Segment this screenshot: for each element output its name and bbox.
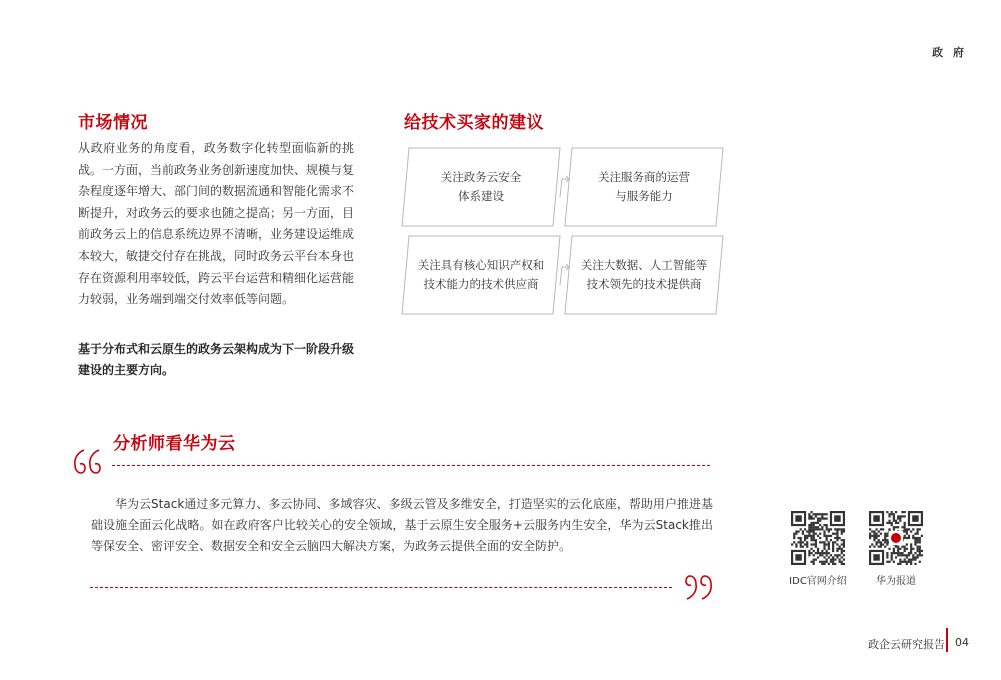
qr-label: 华为报道 — [876, 576, 916, 587]
qr-code-icon[interactable] — [791, 511, 845, 565]
divider-top — [112, 465, 710, 466]
close-quote-icon — [684, 573, 714, 601]
advice-card-text — [406, 256, 556, 294]
advice-card-2 — [564, 147, 724, 227]
advice-card-3 — [401, 235, 561, 315]
market-conclusion: 基于分布式和云原生的政务云架构成为下一阶段升级建设的主要方向。 — [78, 342, 355, 377]
advice-card-line: 关注服务商的运营 — [598, 170, 690, 184]
connector-arrow-icon — [558, 263, 572, 287]
advice-card-text — [406, 168, 556, 206]
divider-bottom — [90, 587, 672, 588]
market-title: 市场情况 — [78, 113, 148, 133]
advice-grid — [398, 143, 738, 319]
analyst-quote: 华为云Stack通过多元算力、多云协同、多域容灾、多级云管及多维安全，打造坚实的云化底座，帮助用户推进基础设施全面云化战略。如在政府客户比较关心的安全领域，基于云原生安全服务+云服务内生安全，华为云Stack推出等保安全、密评安全、数据安全和安全云脑四大解决方案，为政务云提供全面的安全防护。 — [91, 497, 713, 553]
advice-card-line: 技术领先的技术提供商 — [586, 277, 702, 291]
footer-divider — [946, 628, 948, 652]
open-quote-icon — [72, 448, 102, 476]
advice-card-4 — [564, 235, 724, 315]
advice-card-line: 技术能力的技术供应商 — [423, 277, 539, 291]
advice-card-text — [569, 256, 719, 294]
advice-card-1 — [401, 147, 561, 227]
analyst-title: 分析师看华为云 — [113, 434, 236, 454]
qr-label: IDC官网介绍 — [789, 576, 847, 587]
advice-card-line: 关注政务云安全 — [440, 170, 522, 184]
advice-card-line: 体系建设 — [458, 189, 504, 203]
market-body: 从政府业务的角度看，政务数字化转型面临新的挑战。一方面，当前政务业务创新速度加快、规模与复杂程度逐年增大、部门间的数据流通和智能化需求不断提升，对政务云的要求也随之提高；另一方面，目前政务云上的信息系统边界不清晰，业务建设运维成本较大，敏捷交付存在挑战，同时政务云平台本身也存在资源利用率较低，跨云平台运营和精细化运营能力较弱，业务端到端交付效率低等问题。 — [78, 141, 355, 307]
advice-card-text — [569, 168, 719, 206]
footer-report-title: 政企云研究报告 — [868, 638, 945, 651]
page-number: 04 — [955, 636, 969, 649]
advice-card-line: 关注大数据、人工智能等 — [580, 258, 708, 272]
advice-title: 给技术买家的建议 — [404, 113, 544, 133]
section-tag: 政 府 — [932, 46, 967, 59]
qr-code-icon[interactable] — [869, 511, 923, 565]
connector-arrow-icon — [558, 175, 572, 199]
advice-card-line: 关注具有核心知识产权和 — [417, 258, 545, 272]
advice-card-line: 与服务能力 — [615, 189, 673, 203]
